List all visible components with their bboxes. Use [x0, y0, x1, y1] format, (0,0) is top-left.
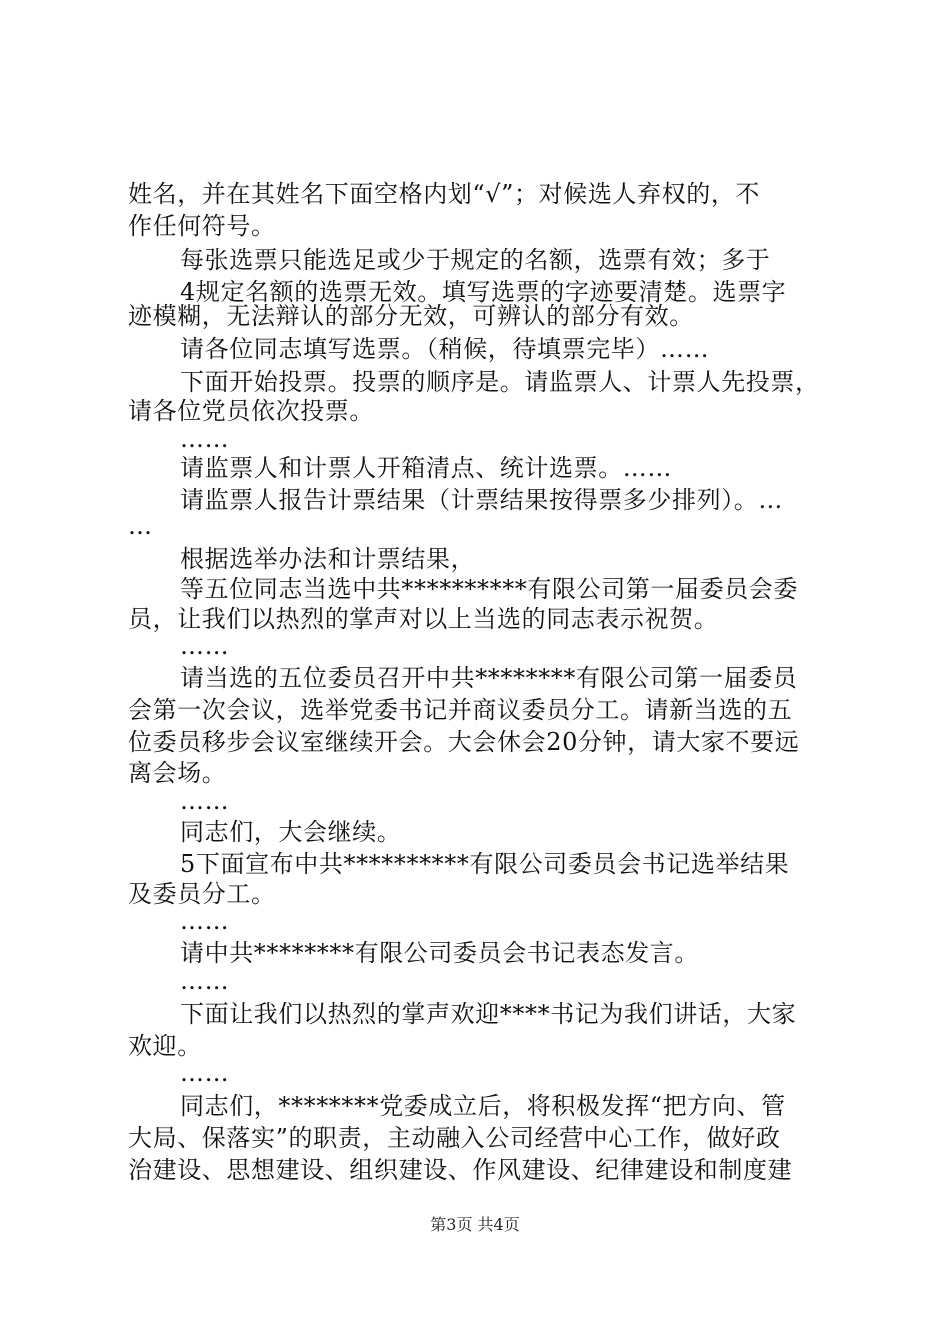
ellipsis-line: …… — [180, 425, 230, 453]
text-line: 根据选举办法和计票结果， — [180, 545, 476, 573]
text-line: 请各位同志填写选票。（稍候，待填票完毕）…… — [180, 335, 710, 363]
text-line: 大局、保落实”的职责，主动融入公司经营中心工作，做好政 — [128, 1124, 781, 1152]
text-line: 4规定名额的选票无效。填写选票的字迹要清楚。选票字 — [180, 278, 787, 306]
text-line: … — [128, 512, 153, 540]
text-line: 请各位党员依次投票。 — [128, 397, 374, 425]
text-line: 会第一次会议，选举党委书记并商议委员分工。请新当选的五 — [128, 696, 793, 724]
text-line: 位委员移步会议室继续开会。大会休会20分钟，请大家不要远 — [128, 728, 800, 756]
text-line: 及委员分工。 — [128, 880, 276, 908]
text-line: 每张选票只能选足或少于规定的名额，选票有效；多于 — [180, 246, 771, 274]
text-line: 员，让我们以热烈的掌声对以上当选的同志表示祝贺。 — [128, 605, 719, 633]
text-line: 欢迎。 — [128, 1032, 202, 1060]
text-line: 作任何符号。 — [128, 212, 276, 240]
ellipsis-line: …… — [180, 787, 230, 815]
ellipsis-line: …… — [180, 967, 230, 995]
text-line: 迹模糊，无法辩认的部分无效，可辨认的部分有效。 — [128, 302, 694, 330]
text-line: 下面让我们以热烈的掌声欢迎****书记为我们讲话，大家 — [180, 1000, 797, 1028]
text-line: 请监票人和计票人开箱清点、统计选票。…… — [180, 454, 672, 482]
text-line: 同志们，********党委成立后，将积极发挥“把方向、管 — [180, 1092, 786, 1120]
ellipsis-line: …… — [180, 1059, 230, 1087]
text-line: 请当选的五位委员召开中共********有限公司第一届委员 — [180, 664, 798, 692]
text-line: 请中共********有限公司委员会书记表态发言。 — [180, 939, 699, 967]
page-footer: 第3页 共4页 — [430, 1215, 520, 1234]
text-line: 治建设、思想建设、组织建设、作风建设、纪律建设和制度建 — [128, 1156, 793, 1184]
text-line: 姓名，并在其姓名下面空格内划“√”；对候选人弃权的，不 — [128, 180, 761, 208]
text-line: 同志们，大会继续。 — [180, 818, 402, 846]
text-line: 下面开始投票。投票的顺序是。请监票人、计票人先投票， — [180, 368, 820, 396]
text-line: 离会场。 — [128, 759, 227, 787]
ellipsis-line: …… — [180, 907, 230, 935]
text-line: 请监票人报告计票结果（计票结果按得票多少排列）。… — [180, 486, 783, 514]
text-line: 5下面宣布中共**********有限公司委员会书记选举结果 — [180, 850, 790, 878]
ellipsis-line: …… — [180, 632, 230, 660]
text-line: 等五位同志当选中共**********有限公司第一届委员会委 — [180, 575, 798, 603]
